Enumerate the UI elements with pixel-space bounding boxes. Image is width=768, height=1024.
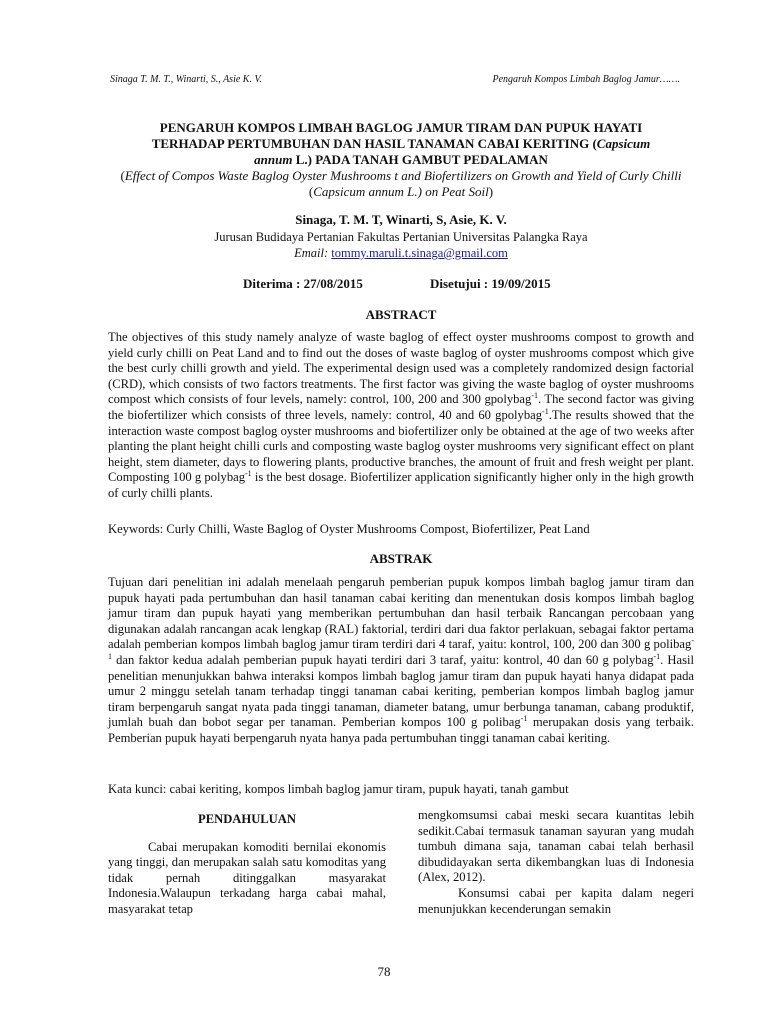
abstrak-text-2: dan faktor kedua adalah pemberian pupuk hayati terdiri dari 3 taraf, yaitu: kontrol, 40 dan 60 g polybag	[112, 652, 654, 667]
english-title-close-paren: )	[488, 184, 494, 199]
title-line-3: L.) PADA TANAH GAMBUT PEDALAMAN	[292, 152, 548, 167]
intro-heading: PENDAHULUAN	[198, 812, 296, 826]
abstract-sup-1: -1	[531, 391, 538, 401]
email-link[interactable]: tommy.maruli.t.sinaga@gmail.com	[331, 246, 508, 260]
intro-left-paragraph: Cabai merupakan komoditi bernilai ekonomis yang tinggi, dan merupakan salah satu komoditas yang tidak pernah ditinggalkan masyarakat Indonesia.Walaupun terkadang harga cabai mahal, masyarakat tetap	[108, 839, 386, 916]
running-header-authors: Sinaga T. M. T., Winarti, S., Asie K. V.	[110, 74, 262, 85]
email-label: Email:	[294, 246, 329, 260]
abstract-paragraph	[108, 330, 694, 502]
intro-right-column	[418, 808, 694, 917]
email-line	[108, 246, 694, 261]
english-title-mid: (	[308, 184, 314, 199]
title-species-genus: Capsicum	[596, 136, 651, 151]
intro-left-column	[108, 812, 386, 918]
abstrak-sup-3: -1	[520, 714, 528, 724]
author-list: Sinaga, T. M. T, Winarti, S, Asie, K. V.	[295, 212, 507, 227]
abstract-text-2: . The second factor was giving the biofertilizer which consists of three levels, namely: control, 40 and 60 gpolybag	[108, 392, 694, 422]
keywords: Keywords: Curly Chilli, Waste Baglog of Oyster Mushrooms Compost, Biofertilizer, Peat Land	[108, 522, 590, 536]
abstract-text-4: is the best dosage. Biofertilizer application significantly higher only in the high growth of curly chilli plants.	[108, 470, 694, 500]
intro-right-paragraph-2: Konsumsi cabai per kapita dalam negeri menunjukkan kecenderungan semakin	[418, 885, 694, 916]
abstract-text-1: The objectives of this study namely analyze of waste baglog of effect oyster mushrooms compost to growth and yield curly chilli on Peat Land and to find out the doses of waste baglog of oyster mushrooms compost which give the best curly chilli growth and yield. The experimental design used was a completely randomized design factorial (CRD), which consists of two factors treatments. The first factor was giving the waste baglog of oyster mushrooms compost which consists of four levels, namely: control, 100, 200 and 300 gpolybag	[108, 330, 694, 407]
title-line-1: PENGARUH KOMPOS LIMBAH BAGLOG JAMUR TIRAM DAN PUPUK HAYATI	[159, 120, 643, 135]
abstrak-heading: ABSTRAK	[369, 551, 433, 566]
english-title-tail: L.) on Peat Soil	[403, 184, 489, 199]
page-number: 78	[377, 964, 391, 979]
abstract-heading: ABSTRACT	[365, 307, 437, 322]
english-title-text: Effect of Compos Waste Baglog Oyster Mushrooms t and Biofertilizers on Growth and Yield of Curly Chilli	[124, 168, 682, 183]
abstrak-sup-1: -1	[108, 636, 694, 661]
english-title	[108, 168, 694, 200]
abstrak-sup-2: -1	[653, 651, 661, 661]
abstrak-paragraph	[108, 575, 694, 747]
title-block	[108, 120, 694, 200]
english-title-species: Capsicum annum	[313, 184, 404, 199]
abstract-text-3: .The results showed that the interaction waste compost baglog oyster mushrooms and biofertilizer only be obtained at the age of two weeks after planting the plant height chilli curls and composting waste baglog oyster mushrooms very significant effect on plant height, stem diameter, days to flowering plants, productive branches, the amount of fruit and fresh weight per plant. Composting 100 g polybag	[108, 407, 694, 485]
kata-kunci: Kata kunci: cabai keriting, kompos limbah baglog jamur tiram, pupuk hayati, tanah gambut	[108, 782, 569, 796]
abstrak-text-4: merupakan dosis yang terbaik. Pemberian pupuk hayati berpengaruh nyata hanya pada pertumbuhan tinggi tanaman cabai keriting.	[108, 715, 695, 745]
abstract-sup-3: -1	[245, 469, 252, 479]
title-species-epithet: annum	[254, 152, 293, 167]
title-line-2: TERHADAP PERTUMBUHAN DAN HASIL TANAMAN CABAI KERITING (	[151, 136, 597, 151]
english-title-open-paren: (	[120, 168, 125, 183]
abstract-sup-2: -1	[542, 406, 549, 416]
intro-right-paragraph-1: mengkomsumsi cabai meski secara kuantitas lebih sedikit.Cabai termasuk tanaman sayuran yang mudah tumbuh dimana saja, tanaman cabai telah berhasil dibudidayakan serta dikembangkan luas di Indonesia (Alex, 2012).	[418, 808, 694, 885]
affiliation: Jurusan Budidaya Pertanian Fakultas Pertanian Universitas Palangka Raya	[214, 230, 588, 244]
paper-title	[108, 120, 694, 168]
accepted-date: Disetujui : 19/09/2015	[430, 276, 551, 291]
abstrak-text-3: . Hasil penelitian menunjukkan bahwa interaksi kompos limbah baglog jamur tiram dan pupuk hayati hanya didapat pada umur 2 minggu setelah tanam terhadap tinggi tanaman cabai keriting, pemberian kompos limbah baglog jamur tiram berpengaruh sangat nyata pada tinggi tanaman, diameter batang, umur berbunga tanaman, cabang produktif, jumlah buah dan bobot segar per tanaman. Pemberian kompos 100 g polibag	[108, 652, 694, 730]
received-date: Diterima : 27/08/2015	[243, 276, 363, 291]
abstrak-text-1: Tujuan dari penelitian ini adalah menelaah pengaruh pemberian pupuk kompos limbah baglog jamur tiram dan pupuk hayati pada pertumbuhan dan hasil tanaman cabai keriting dan menentukan dosis kompos limbah baglog jamur tiram dan pupuk hayati yang memberikan pertumbuhan dan hasil terbaik Rancangan percobaan yang digunakan adalah rancangan acak lengkap (RAL) faktorial, terdiri dari dua faktor perlakuan, sebagai faktor pertama adalah pemberian kompos limbah baglog jamur tiram terdiri dari 4 taraf, yaitu: kontrol, 100, 200 dan 300 g polibag	[108, 575, 694, 652]
running-header-title: Pengaruh Kompos Limbah Baglog Jamur…….	[492, 74, 680, 85]
